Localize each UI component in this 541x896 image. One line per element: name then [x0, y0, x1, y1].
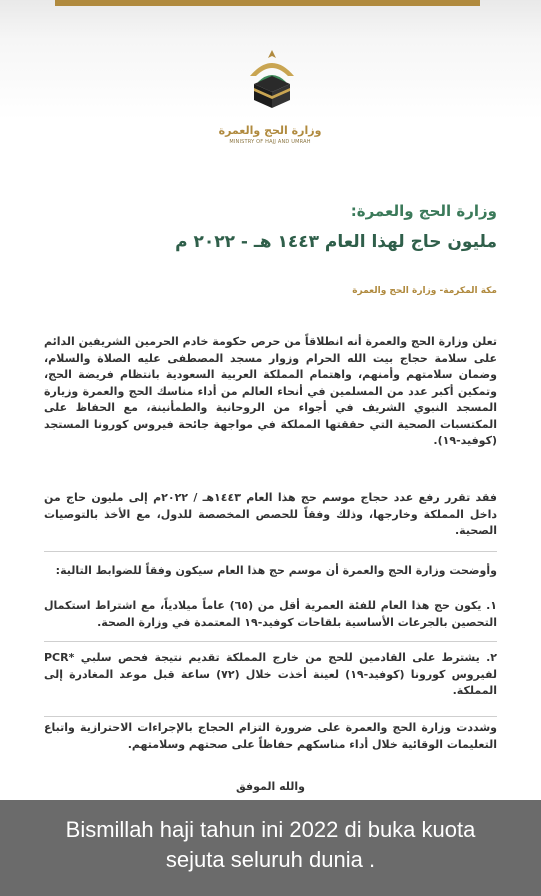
article-closing: والله الموفق [235, 780, 306, 793]
article-paragraph-3: وأوضحت وزارة الحج والعمرة أن موسم حج هذا العام سيكون وفقاً للضوابط التالية: [55, 564, 497, 577]
article-paragraph-1: تعلن وزارة الحج والعمرة أنه انطلاقاً من حرص حكومة خادم الحرمين الشريفين الدائم على سلامة حجاج بيت الله الحرام وزوار مسجد المصطفى عليه الصلاة والسلام، وضمان سلامتهم وأمنهم، واهتمام المملكة العربية السعودية بانتظام فريضة الحج، وتمكين أكبر عدد من المسلمين في أنحاء العالم من أداء مناسك الحج والعمرة وزيارة المسجد النبوي الشريف في أجواء من الروحانية والطمأنينة، مع الحفاظ على المكتسبات الصحية التي حققتها المملكة في مواجهة جائحة فيروس كورونا المستجد (كوفيد-١٩). [44, 335, 497, 447]
caption-line-2: sejuta seluruh dunia . [165, 847, 376, 872]
story-caption [0, 815, 541, 875]
article-headline: مليون حاج لهذا العام ١٤٤٣ هـ - ٢٠٢٢ م [175, 232, 497, 252]
rule-item-2: ٢. يشترط على القادمين للحج من خارج المملكة تقديم نتيجة فحص سلبي *PCR لفيروس كورونا (كوفيد-١٩) لعينة أخذت خلال (٧٢) ساعة قبل موعد المغادرة إلى المملكة. [44, 651, 498, 697]
ministry-name-arabic: وزارة الحج والعمرة [218, 124, 322, 137]
divider [44, 551, 497, 552]
divider [44, 641, 497, 642]
document-top-border [55, 0, 480, 6]
ministry-name-english: MINISTRY OF HAJJ AND UMRAH [229, 139, 311, 145]
caption-line-1: Bismillah haji tahun ini 2022 di buka kuota [65, 817, 476, 842]
article-subhead: وزارة الحج والعمرة: [350, 202, 497, 220]
article-paragraph-2: فقد تقرر رفع عدد حجاج موسم حج هذا العام ١٤٤٣هـ / ٢٠٢٢م إلى مليون حاج من داخل المملكة وخارجها، وذلك وفقاً للحصص المخصصة للدول، مع الأخذ بالتوصيات الصحية. [44, 491, 497, 537]
rule-item-1: ١. يكون حج هذا العام للفئة العمرية أقل من (٦٥) عاماً ميلادياً، مع اشتراط استكمال التحصين بالجرعات الأساسية بلقاحات كوفيد-١٩ المعتمدة في وزارة الصحة. [44, 599, 497, 629]
article-paragraph-4: وشددت وزارة الحج والعمرة على ضرورة التزام الحجاج بالإجراءات الاحترازية واتباع التعليمات الوقائية خلال أداء مناسكهم حفاظاً على صحتهم وسلامتهم. [44, 721, 497, 751]
divider [44, 716, 497, 717]
ministry-logo-icon [236, 46, 308, 118]
article-dateline: مكة المكرمة- وزارة الحج والعمرة [352, 286, 497, 296]
